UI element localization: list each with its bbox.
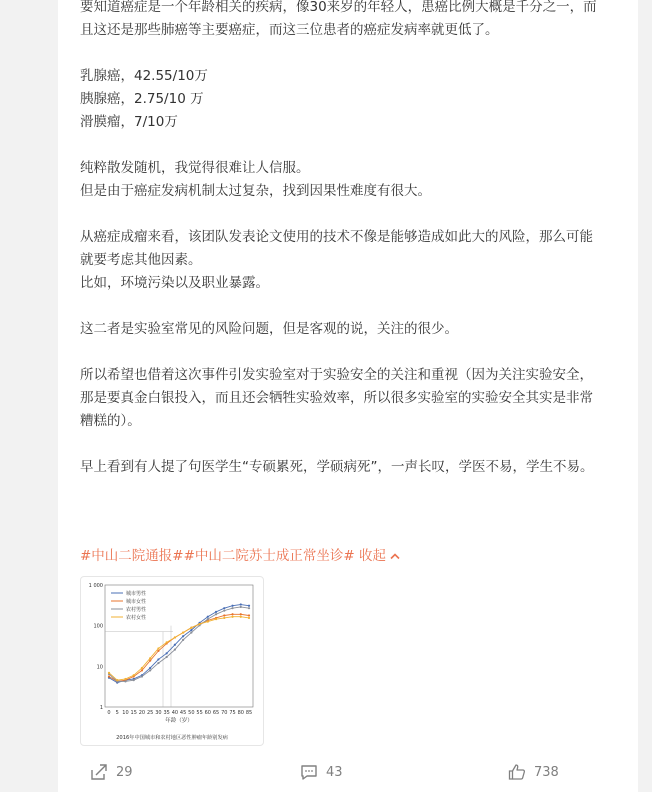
series-point [182, 639, 184, 641]
action-bar [58, 760, 638, 788]
post-text-line: 这二者是实验室常见的风险问题，但是客观的说，关注的很少。 [80, 321, 458, 337]
topic-tag-hospital-notice[interactable]: #中山二院通报# [80, 548, 184, 564]
collapse-label: 收起 [359, 548, 387, 564]
x-tick-label: 10 [122, 710, 129, 716]
series-point [149, 667, 151, 669]
series-point [108, 675, 110, 677]
series-point [157, 658, 159, 660]
series-point [157, 662, 159, 664]
series-point [157, 650, 159, 652]
series-point [174, 636, 176, 638]
series-point [215, 611, 217, 613]
post-card [58, 0, 638, 792]
series-point [215, 613, 217, 615]
series-point [231, 607, 233, 609]
x-tick-label: 35 [163, 710, 170, 716]
comment-button[interactable] [300, 763, 343, 781]
series-point [198, 623, 200, 625]
x-tick-label: 5 [115, 710, 119, 716]
post-text-line: 且这还是那些肺癌等主要癌症，而这三位患者的癌症发病率就更低了。 [80, 22, 499, 38]
post-text-line: 从癌症成瘤来看，该团队发表论文使用的技术不像是能够造成如此大的风险，那么可能 [80, 229, 593, 245]
series-point [182, 635, 184, 637]
post-text-line: 但是由于癌症发病机制太过复杂，找到因果性难度有很大。 [80, 183, 431, 199]
x-tick-label: 45 [179, 710, 187, 716]
series-point [149, 669, 151, 671]
series-point [248, 614, 250, 616]
incidence-chart [81, 577, 263, 745]
y-tick-label: 100 [93, 623, 103, 630]
series-point [223, 607, 225, 609]
post-text-line: 要知道癌症是一个年龄相关的疾病，像30来岁的年轻人，患癌比例大概是千分之一，而 [80, 0, 597, 15]
series-point [190, 629, 192, 631]
x-tick-label: 65 [212, 710, 220, 716]
x-tick-label: 85 [245, 710, 253, 716]
series-point [207, 616, 209, 618]
series-point [124, 680, 126, 682]
x-tick-label: 20 [138, 710, 146, 716]
x-tick-label: 60 [204, 710, 212, 716]
series-point [231, 616, 233, 618]
legend-label: 城市女性 [126, 599, 147, 605]
post-text-line: 所以希望也借着这次事件引发实验室对于实验安全的关注和重视（因为关注实验安全， [80, 367, 593, 383]
x-tick-label: 80 [237, 710, 244, 716]
stat-synovial-sarcoma: 滑膜瘤，7/10万 [80, 114, 178, 130]
post-image[interactable] [80, 576, 264, 746]
thumbs-up-icon [508, 763, 526, 781]
figure-caption: 2016年中国城市和农村地区恶性肿瘤年龄别发病 [116, 735, 228, 741]
series-point [182, 631, 184, 633]
y-tick-label: 1 [99, 705, 103, 711]
share-button[interactable] [90, 763, 133, 781]
series-point [231, 613, 233, 615]
series-point [116, 679, 118, 681]
stat-pancreatic-cancer: 胰腺癌，2.75/10 万 [80, 91, 204, 107]
x-tick-label: 75 [229, 710, 236, 716]
y-tick-label: 1 000 [88, 583, 103, 589]
chevron-up-icon [390, 552, 400, 560]
series-line [109, 614, 249, 681]
series-point [223, 617, 225, 619]
series-point [248, 617, 250, 619]
topic-tag-doctor-clinic[interactable]: #中山二院苏士成正常坐诊# [183, 548, 355, 564]
post-text-line: 糟糕的）。 [80, 413, 141, 429]
y-tick-label: 10 [96, 664, 103, 671]
comment-count: 43 [326, 764, 343, 780]
series-point [133, 674, 135, 676]
series-point [174, 644, 176, 646]
series-point [166, 656, 168, 658]
share-count: 29 [116, 764, 133, 780]
series-point [149, 660, 151, 662]
legend-label: 城市男性 [126, 591, 147, 597]
like-button[interactable] [508, 763, 559, 781]
series-point [207, 621, 209, 623]
series-line [109, 617, 249, 680]
x-tick-label: 50 [188, 710, 195, 716]
series-point [207, 618, 209, 620]
x-tick-label: 30 [155, 710, 162, 716]
x-tick-label: 40 [171, 710, 179, 716]
series-point [248, 605, 250, 607]
series-point [141, 669, 143, 671]
post-text-line: 纯粹散发随机，我觉得很难让人信服。 [80, 160, 310, 176]
comment-icon [300, 763, 318, 781]
x-tick-label: 70 [221, 710, 228, 716]
series-point [157, 647, 159, 649]
series-point [240, 603, 242, 605]
share-icon [90, 763, 108, 781]
post-text-line: 早上看到有人提了句医学生“专硕累死，学硕病死”，一声长叹，学医不易，学生不易。 [80, 459, 594, 475]
series-point [141, 675, 143, 677]
series-point [108, 672, 110, 674]
post-text-line: 那是要真金白银投入，而且还会牺牲实验效率，所以很多实验室的实验安全其实是非常 [80, 390, 593, 406]
series-point [215, 618, 217, 620]
legend-label: 农村女性 [126, 615, 147, 621]
x-tick-label: 25 [146, 710, 154, 716]
series-point [166, 641, 168, 643]
series-point [190, 627, 192, 629]
series-point [248, 607, 250, 609]
legend-label: 农村男性 [126, 607, 147, 613]
series-point [174, 649, 176, 651]
x-tick-label: 0 [107, 710, 111, 716]
post-text-line: 比如，环境污染以及职业暴露。 [80, 275, 269, 291]
series-point [190, 631, 192, 633]
like-count: 738 [534, 764, 559, 780]
collapse-button[interactable] [359, 548, 400, 564]
series-point [240, 613, 242, 615]
series-point [240, 606, 242, 608]
series-point [149, 657, 151, 659]
x-tick-label: 15 [130, 710, 137, 716]
x-axis-label: 年龄（岁） [165, 718, 193, 724]
series-point [141, 667, 143, 669]
series-point [223, 610, 225, 612]
stat-breast-cancer: 乳腺癌，42.55/10万 [80, 68, 208, 84]
series-point [223, 614, 225, 616]
series-point [231, 605, 233, 607]
post-body [80, 0, 620, 483]
series-point [166, 652, 168, 654]
series-point [124, 678, 126, 680]
post-text-line: 就要考虑其他因素。 [80, 252, 202, 268]
topic-links [80, 546, 400, 566]
series-point [133, 679, 135, 681]
series-point [240, 616, 242, 618]
x-tick-label: 55 [196, 710, 203, 716]
